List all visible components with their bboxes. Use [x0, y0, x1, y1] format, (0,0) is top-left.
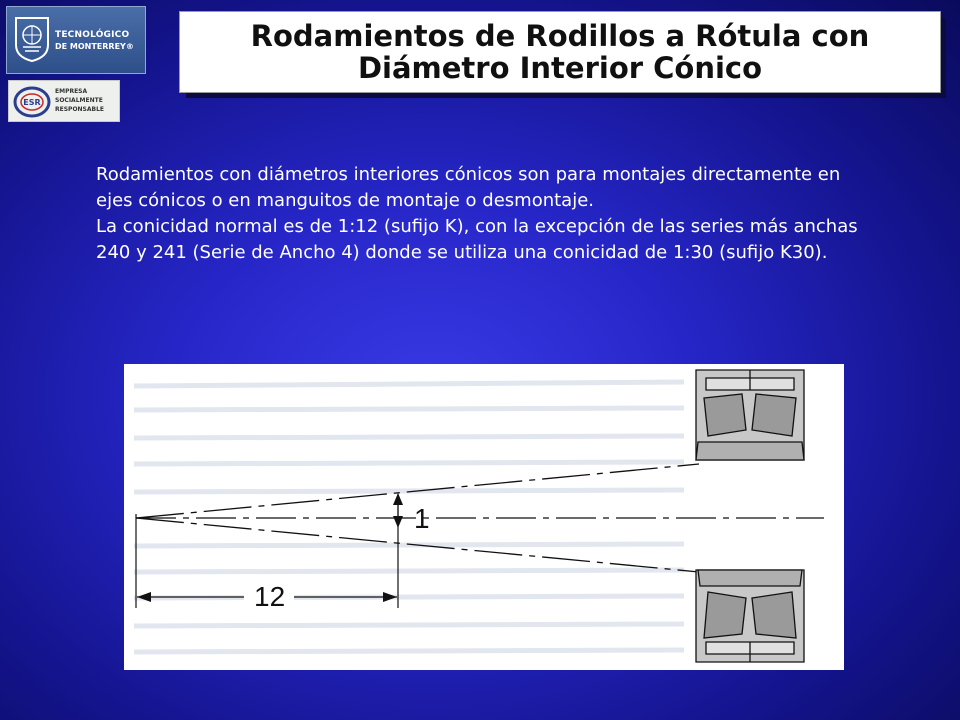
body-paragraph-2: La conicidad normal es de 1:12 (sufijo K), con la excepción de las series más anchas 240 y 241 (Serie de Ancho 4) donde se utiliza una conicidad de 1:30 (sufijo K30). [96, 216, 858, 263]
esr-logo [8, 80, 120, 122]
run-arrow-right [383, 592, 397, 602]
body-paragraph-1: Rodamientos con diámetros interiores cónicos son para montajes directamente en ejes cónicos o en manguitos de montaje o desmontaje. [96, 164, 841, 211]
slide-title [179, 11, 941, 93]
tec-logo-line1: TECNOLÓGICO [55, 30, 130, 40]
rise-arrow-down [393, 516, 403, 528]
tec-monterrey-logo [6, 6, 146, 74]
taper-diagram-svg [124, 364, 844, 670]
esr-logo-line2: SOCIALMENTE [55, 97, 103, 104]
body-text [96, 162, 866, 266]
esr-badge-text: ESR [23, 98, 41, 107]
background-texture [134, 382, 684, 652]
bearing-cross-section [696, 370, 804, 662]
title-line-2: Diámetro Interior Cónico [357, 51, 763, 85]
taper-rise-label: 1 [414, 503, 430, 534]
esr-logo-line3: RESPONSABLE [55, 106, 105, 113]
esr-badge-icon [12, 85, 52, 119]
tec-seal-icon [13, 15, 51, 63]
esr-logo-line1: EMPRESA [55, 88, 88, 95]
taper-run-label: 12 [254, 581, 286, 612]
tec-logo-line2: DE MONTERREY® [55, 42, 134, 51]
taper-diagram [124, 364, 844, 670]
title-line-1: Rodamientos de Rodillos a Rótula con [250, 19, 870, 53]
rise-arrow-up [393, 493, 403, 505]
run-arrow-left [137, 592, 151, 602]
